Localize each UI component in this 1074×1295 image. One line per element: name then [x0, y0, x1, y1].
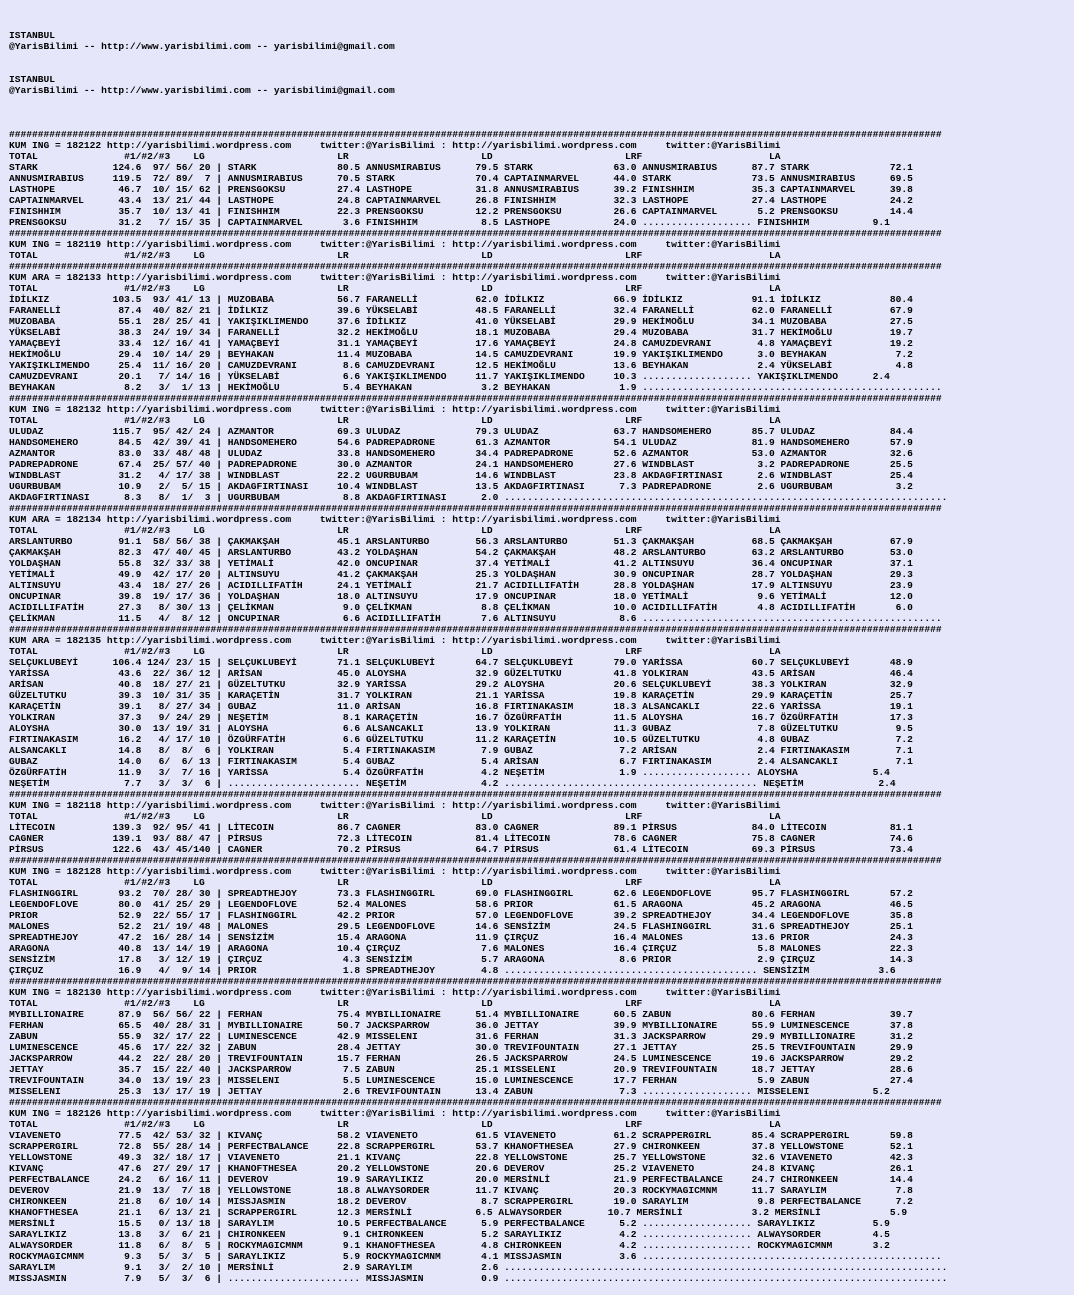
result-row: CAPTAINMARVEL 43.4 13/ 21/ 44 | LASTHOPE 24.8 CAPTAINMARVEL 26.8 FINISHHIM 32.3 LASTHOPE 27.4 LASTHOPE 24.2 — [9, 195, 913, 206]
result-row: YETİMALİ 49.9 42/ 17/ 20 | ALTINSUYU 41.2 ÇAKMAKŞAH 25.3 YOLDAŞHAN 30.9 ONCUPINAR 28.7 YOLDAŞHAN 29.3 — [9, 569, 913, 580]
result-row: MISSELENI 25.3 13/ 17/ 19 | JETTAY 2.6 TREVIFOUNTAIN 13.4 ZABUN 7.3 ................... MISSELENI 5.2 — [9, 1086, 890, 1097]
result-row: SPREADTHEJOY 47.2 16/ 28/ 14 | SENSİZİM 15.4 ARAGONA 11.9 ÇIRÇUZ 16.4 MALONES 13.6 PRIOR 24.3 — [9, 932, 913, 943]
result-row: HANDSOMEHERO 84.5 42/ 39/ 41 | HANDSOMEHERO 54.6 PADREPADRONE 61.3 AZMANTOR 54.1 ULUDAZ 81.9 HANDSOMEHERO 57.9 — [9, 437, 913, 448]
result-row: PİRSUS 122.6 43/ 45/140 | CAGNER 70.2 PİRSUS 64.7 PİRSUS 61.4 LİTECOIN 69.3 PİRSUS 73.4 — [9, 844, 913, 855]
race-title-line: KUM ING = 182126 http://yarisbilimi.wordpress.com twitter:@YarisBilimi : http://yarisbilimi.wordpress.com twitter:@YarisBilimi — [9, 1108, 781, 1119]
race-block — [9, 272, 1074, 393]
result-row: FIRTINAKASIM 16.2 4/ 17/ 10 | ÖZGÜRFATİH 6.6 GÜZELTUTKU 11.2 KARAÇETİN 10.5 GÜZELTUTKU 4.8 GUBAZ 7.2 — [9, 734, 913, 745]
column-header-line: TOTAL #1/#2/#3 LG LR LD LRF LA — [9, 1119, 781, 1130]
result-row: GUBAZ 14.0 6/ 6/ 13 | FIRTINAKASIM 5.4 GUBAZ 5.4 ARİSAN 6.7 FIRTINAKASIM 2.4 ALSANCAKLI 7.1 — [9, 756, 913, 767]
separator-line: ################################################################################################################################################################## — [9, 1097, 942, 1108]
race-block — [9, 866, 1074, 976]
result-row: MUZOBABA 55.1 28/ 25/ 41 | YAKIŞIKLIMENDO 37.6 İDİLKIZ 41.0 YÜKSELABİ 29.9 HEKİMOĞLU 34.1 MUZOBABA 27.5 — [9, 316, 913, 327]
result-row: DEVEROV 21.9 13/ 7/ 18 | YELLOWSTONE 18.8 ALWAYSORDER 11.7 KIVANÇ 20.3 ROCKYMAGICMNM 11.7 SARAYLIM 7.8 — [9, 1185, 913, 1196]
result-row: MALONES 52.2 21/ 19/ 48 | MALONES 29.5 LEGENDOFLOVE 14.6 SENSİZİM 24.5 FLASHINGGIRL 31.6 SPREADTHEJOY 25.1 — [9, 921, 913, 932]
result-row: YARİSSA 43.6 22/ 36/ 12 | ARİSAN 45.0 ALOYSHA 32.9 GÜZELTUTKU 41.8 YOLKIRAN 43.5 ARİSAN 46.4 — [9, 668, 913, 679]
header-line: ISTANBUL — [9, 30, 56, 41]
result-row: LEGENDOFLOVE 80.0 41/ 25/ 29 | LEGENDOFLOVE 52.4 MALONES 58.6 PRIOR 61.5 ARAGONA 45.2 ARAGONA 46.5 — [9, 899, 913, 910]
column-header-line: TOTAL #1/#2/#3 LG LR LD LRF LA — [9, 646, 781, 657]
race-block — [9, 404, 1074, 503]
race-title-line: KUM ING = 182132 http://yarisbilimi.wordpress.com twitter:@YarisBilimi : http://yarisbilimi.wordpress.com twitter:@YarisBilimi — [9, 404, 781, 415]
result-row: YELLOWSTONE 49.3 32/ 18/ 17 | VIAVENETO 21.1 KIVANÇ 22.8 YELLOWSTONE 25.7 YELLOWSTONE 32.6 VIAVENETO 42.3 — [9, 1152, 913, 1163]
header-line: @YarisBilimi -- http://www.yarisbilimi.com -- yarisbilimi@gmail.com — [9, 85, 395, 96]
result-row: KIVANÇ 47.6 27/ 29/ 17 | KHANOFTHESEA 20.2 YELLOWSTONE 20.6 DEVEROV 25.2 VIAVENETO 24.8 KIVANÇ 26.1 — [9, 1163, 913, 1174]
race-block — [9, 800, 1074, 855]
result-row: ONCUPINAR 39.8 19/ 17/ 36 | YOLDAŞHAN 18.0 ALTINSUYU 17.9 ONCUPINAR 18.0 YETİMALİ 9.6 YETİMALİ 12.0 — [9, 591, 913, 602]
separator-line: ################################################################################################################################################################## — [9, 789, 942, 800]
result-row: ROCKYMAGICMNM 9.3 5/ 3/ 5 | SARAYLIKIZ 5.9 ROCKYMAGICMNM 4.1 MISSJASMIN 3.6 .................................................... — [9, 1251, 942, 1262]
result-row: CAMUZDEVRANI 20.1 7/ 14/ 16 | YÜKSELABİ 6.6 YAKIŞIKLIMENDO 11.7 YAKIŞIKLIMENDO 10.3 ................... YAKIŞIKLIMENDO 2.4 — [9, 371, 890, 382]
column-header-line: TOTAL #1/#2/#3 LG LR LD LRF LA — [9, 811, 781, 822]
column-header-line: TOTAL #1/#2/#3 LG LR LD LRF LA — [9, 151, 781, 162]
separator-line: ################################################################################################################################################################## — [9, 855, 942, 866]
result-row: CAGNER 139.1 93/ 88/ 47 | PİRSUS 72.3 LİTECOIN 81.4 LİTECOIN 78.6 CAGNER 75.8 CAGNER 74.6 — [9, 833, 913, 844]
race-title-line: KUM ARA = 182133 http://yarisbilimi.wordpress.com twitter:@YarisBilimi : http://yarisbilimi.wordpress.com twitter:@YarisBilimi — [9, 272, 781, 283]
separator-line: ################################################################################################################################################################## — [9, 503, 942, 514]
result-row: FINISHHIM 35.7 10/ 13/ 41 | FINISHHIM 22.3 PRENSGOKSU 12.2 PRENSGOKSU 26.6 CAPTAINMARVEL 5.2 PRENSGOKSU 14.4 — [9, 206, 913, 217]
result-row: ACIDILLIFATİH 27.3 8/ 30/ 13 | ÇELİKMAN 9.0 ÇELİKMAN 8.8 ÇELİKMAN 10.0 ACIDILLIFATİH 4.8 ACIDILLIFATİH 6.0 — [9, 602, 913, 613]
result-row: YAKIŞIKLIMENDO 25.4 11/ 16/ 20 | CAMUZDEVRANI 8.6 CAMUZDEVRANI 12.5 HEKİMOĞLU 13.6 BEYHAKAN 2.4 YÜKSELABİ 4.8 — [9, 360, 913, 371]
result-row: AKDAGFIRTINASI 8.3 8/ 1/ 3 | UGURBUBAM 8.8 AKDAGFIRTINASI 2.0 ............................................................................. — [9, 492, 948, 503]
race-block — [9, 239, 1074, 261]
race-block — [9, 635, 1074, 789]
race-blocks — [9, 129, 1074, 1284]
separator-line: ################################################################################################################################################################## — [9, 976, 942, 987]
race-title-line: KUM ING = 182128 http://yarisbilimi.wordpress.com twitter:@YarisBilimi : http://yarisbilimi.wordpress.com twitter:@YarisBilimi — [9, 866, 781, 877]
result-row: YOLDAŞHAN 55.8 32/ 33/ 38 | YETİMALİ 42.0 ONCUPINAR 37.4 YETİMALİ 41.2 ALTINSUYU 36.4 ONCUPINAR 37.1 — [9, 558, 913, 569]
race-title-line: KUM ING = 182130 http://yarisbilimi.wordpress.com twitter:@YarisBilimi : http://yarisbilimi.wordpress.com twitter:@YarisBilimi — [9, 987, 781, 998]
result-row: HEKİMOĞLU 29.4 10/ 14/ 29 | BEYHAKAN 11.4 MUZOBABA 14.5 CAMUZDEVRANI 19.9 YAKIŞIKLIMENDO 3.0 BEYHAKAN 7.2 — [9, 349, 913, 360]
race-title-line: KUM ARA = 182135 http://yarisbilimi.wordpress.com twitter:@YarisBilimi : http://yarisbilimi.wordpress.com twitter:@YarisBilimi — [9, 635, 781, 646]
separator-line: ################################################################################################################################################################## — [9, 228, 942, 239]
result-row: AZMANTOR 83.0 33/ 48/ 48 | ULUDAZ 33.8 HANDSOMEHERO 34.4 PADREPADRONE 52.6 AZMANTOR 53.0 AZMANTOR 32.6 — [9, 448, 913, 459]
result-row: ÇAKMAKŞAH 82.3 47/ 40/ 45 | ARSLANTURBO 43.2 YOLDAŞHAN 54.2 ÇAKMAKŞAH 48.2 ARSLANTURBO 63.2 ARSLANTURBO 53.0 — [9, 547, 913, 558]
result-row: SELÇUKLUBEYİ 106.4 124/ 23/ 15 | SELÇUKLUBEYİ 71.1 SELÇUKLUBEYİ 64.7 SELÇUKLUBEYİ 79.0 YARİSSA 60.7 SELÇUKLUBEYİ 48.9 — [9, 657, 913, 668]
result-row: LASTHOPE 46.7 10/ 15/ 62 | PRENSGOKSU 27.4 LASTHOPE 31.8 ANNUSMIRABIUS 39.2 FINISHHIM 35.3 CAPTAINMARVEL 39.8 — [9, 184, 913, 195]
result-row: YAMAÇBEYİ 33.4 12/ 16/ 41 | YAMAÇBEYİ 31.1 YAMAÇBEYİ 17.6 YAMAÇBEYİ 24.8 CAMUZDEVRANI 4.8 YAMAÇBEYİ 19.2 — [9, 338, 913, 349]
result-row: LİTECOIN 139.3 92/ 95/ 41 | LİTECOIN 86.7 CAGNER 83.0 CAGNER 89.1 PİRSUS 84.0 LİTECOIN 81.1 — [9, 822, 913, 833]
result-row: PADREPADRONE 67.4 25/ 57/ 40 | PADREPADRONE 30.0 AZMANTOR 24.1 HANDSOMEHERO 27.6 WINDBLAST 3.2 PADREPADRONE 25.5 — [9, 459, 913, 470]
result-row: ALSANCAKLI 14.8 8/ 8/ 6 | YOLKIRAN 5.4 FIRTINAKASIM 7.9 GUBAZ 7.2 ARİSAN 2.4 FIRTINAKASIM 7.1 — [9, 745, 913, 756]
result-row: YÜKSELABİ 38.3 24/ 19/ 34 | FARANELLİ 32.2 HEKİMOĞLU 18.1 MUZOBABA 29.4 MUZOBABA 31.7 HEKİMOĞLU 19.7 — [9, 327, 913, 338]
race-title-line: KUM ING = 182119 http://yarisbilimi.wordpress.com twitter:@YarisBilimi : http://yarisbilimi.wordpress.com twitter:@YarisBilimi — [9, 239, 781, 250]
result-row: PRIOR 52.9 22/ 55/ 17 | FLASHINGGIRL 42.2 PRIOR 57.0 LEGENDOFLOVE 39.2 SPREADTHEJOY 34.4 LEGENDOFLOVE 35.8 — [9, 910, 913, 921]
header-line: @YarisBilimi -- http://www.yarisbilimi.com -- yarisbilimi@gmail.com — [9, 41, 395, 52]
header-line — [9, 96, 1074, 107]
result-row: NEŞETİM 7.7 3/ 3/ 6 | ....................... NEŞETİM 4.2 ............................................ NEŞETİM 2.4 — [9, 778, 896, 789]
result-row: FERHAN 65.5 40/ 28/ 31 | MYBILLIONAIRE 50.7 JACKSPARROW 36.0 JETTAY 39.9 MYBILLIONAIRE 55.9 LUMINESCENCE 37.8 — [9, 1020, 913, 1031]
separator-line: ################################################################################################################################################################## — [9, 129, 942, 140]
result-row: SARAYLIKIZ 13.8 3/ 6/ 21 | CHIRONKEEN 9.1 CHIRONKEEN 5.2 SARAYLIKIZ 4.2 ................... ALWAYSORDER 4.5 — [9, 1229, 890, 1240]
result-row: FLASHINGGIRL 93.2 70/ 28/ 30 | SPREADTHEJOY 73.3 FLASHINGGIRL 69.0 FLASHINGGIRL 62.6 LEGENDOFLOVE 95.7 FLASHINGGIRL 57.2 — [9, 888, 913, 899]
result-row: MERSİNLİ 15.5 0/ 13/ 18 | SARAYLIM 10.5 PERFECTBALANCE 5.9 PERFECTBALANCE 5.2 ................... SARAYLIKIZ 5.9 — [9, 1218, 890, 1229]
column-header-line: TOTAL #1/#2/#3 LG LR LD LRF LA — [9, 998, 781, 1009]
result-row: BEYHAKAN 8.2 3/ 1/ 13 | HEKİMOĞLU 5.4 BEYHAKAN 3.2 BEYHAKAN 1.9 .................................................... — [9, 382, 942, 393]
result-row: MYBILLIONAIRE 87.9 56/ 56/ 22 | FERHAN 75.4 MYBILLIONAIRE 51.4 MYBILLIONAIRE 60.5 ZABUN 80.6 FERHAN 39.7 — [9, 1009, 913, 1020]
column-header-line: TOTAL #1/#2/#3 LG LR LD LRF LA — [9, 525, 781, 536]
result-row: ARİSAN 40.8 18/ 27/ 21 | GÜZELTUTKU 32.9 YARİSSA 29.2 ALOYSHA 20.6 SELÇUKLUBEYİ 38.3 YOLKIRAN 32.9 — [9, 679, 913, 690]
result-row: ZABUN 55.9 32/ 17/ 22 | LUMINESCENCE 42.9 MISSELENI 31.6 FERHAN 31.3 JACKSPARROW 29.9 MYBILLIONAIRE 31.2 — [9, 1031, 913, 1042]
result-row: ALOYSHA 30.0 13/ 19/ 31 | ALOYSHA 6.6 ALSANCAKLI 13.9 YOLKIRAN 11.3 GUBAZ 7.8 GÜZELTUTKU 9.5 — [9, 723, 913, 734]
result-row: CHIRONKEEN 21.8 6/ 10/ 14 | MISSJASMIN 18.2 DEVEROV 8.7 SCRAPPERGIRL 19.0 SARAYLIM 9.8 PERFECTBALANCE 7.2 — [9, 1196, 913, 1207]
race-title-line: KUM ING = 182118 http://yarisbilimi.wordpress.com twitter:@YarisBilimi : http://yarisbilimi.wordpress.com twitter:@YarisBilimi — [9, 800, 781, 811]
result-row: ARSLANTURBO 91.1 58/ 56/ 38 | ÇAKMAKŞAH 45.1 ARSLANTURBO 56.3 ARSLANTURBO 51.3 ÇAKMAKŞAH 68.5 ÇAKMAKŞAH 67.9 — [9, 536, 913, 547]
result-row: LUMINESCENCE 45.6 17/ 22/ 32 | ZABUN 28.4 JETTAY 30.0 TREVIFOUNTAIN 27.1 JETTAY 25.5 TREVIFOUNTAIN 29.9 — [9, 1042, 913, 1053]
result-row: YOLKIRAN 37.3 9/ 24/ 29 | NEŞETİM 8.1 KARAÇETİN 16.7 ÖZGÜRFATİH 11.5 ALOYSHA 16.7 ÖZGÜRFATİH 17.3 — [9, 712, 913, 723]
result-row: GÜZELTUTKU 39.3 10/ 31/ 35 | KARAÇETİN 31.7 YOLKIRAN 21.1 YARİSSA 19.8 KARAÇETİN 29.9 KARAÇETİN 25.7 — [9, 690, 913, 701]
result-row: ALTINSUYU 43.4 18/ 27/ 26 | ACIDILLIFATİH 24.1 YETİMALİ 21.7 ACIDILLIFATİH 28.8 YOLDAŞHAN 17.9 ALTINSUYU 23.9 — [9, 580, 913, 591]
result-row: FARANELLİ 87.4 40/ 82/ 21 | İDİLKIZ 39.6 YÜKSELABİ 48.5 FARANELLİ 32.4 FARANELLİ 62.0 FARANELLİ 67.9 — [9, 305, 913, 316]
header-line — [9, 52, 1074, 63]
result-row: ÖZGÜRFATİH 11.9 3/ 7/ 16 | YARİSSA 5.4 ÖZGÜRFATİH 4.2 NEŞETİM 1.9 ................... ALOYSHA 5.4 — [9, 767, 890, 778]
header-line — [9, 63, 1074, 74]
document-header — [9, 30, 1074, 107]
result-row: ÇIRÇUZ 16.9 4/ 9/ 14 | PRIOR 1.8 SPREADTHEJOY 4.8 ............................................ SENSİZİM 3.6 — [9, 965, 896, 976]
race-title-line: KUM ING = 182122 http://yarisbilimi.wordpress.com twitter:@YarisBilimi : http://yarisbilimi.wordpress.com twitter:@YarisBilimi — [9, 140, 781, 151]
result-row: JETTAY 35.7 15/ 22/ 40 | JACKSPARROW 7.5 ZABUN 25.1 MISSELENI 20.9 TREVIFOUNTAIN 18.7 JETTAY 28.6 — [9, 1064, 913, 1075]
race-block — [9, 514, 1074, 624]
result-row: TREVIFOUNTAIN 34.0 13/ 19/ 23 | MISSELENI 5.5 LUMINESCENCE 15.0 LUMINESCENCE 17.7 FERHAN 5.9 ZABUN 27.4 — [9, 1075, 913, 1086]
race-block — [9, 140, 1074, 228]
separator-line: ################################################################################################################################################################## — [9, 624, 942, 635]
column-header-line: TOTAL #1/#2/#3 LG LR LD LRF LA — [9, 250, 781, 261]
column-header-line: TOTAL #1/#2/#3 LG LR LD LRF LA — [9, 877, 781, 888]
result-row: SENSİZİM 17.8 3/ 12/ 19 | ÇIRÇUZ 4.3 SENSİZİM 5.7 ARAGONA 8.6 PRIOR 2.9 ÇIRÇUZ 14.3 — [9, 954, 913, 965]
result-row: SARAYLIM 9.1 3/ 2/ 10 | MERSİNLİ 2.9 SARAYLIM 2.6 ............................................................................. — [9, 1262, 948, 1273]
result-row: ALWAYSORDER 11.8 6/ 8/ 5 | ROCKYMAGICMNM 9.1 KHANOFTHESEA 4.8 CHIRONKEEN 4.2 ................... ROCKYMAGICMNM 3.2 — [9, 1240, 890, 1251]
result-row: STARK 124.6 97/ 56/ 20 | STARK 80.5 ANNUSMIRABIUS 79.5 STARK 63.0 ANNUSMIRABIUS 87.7 STARK 72.1 — [9, 162, 913, 173]
result-row: KHANOFTHESEA 21.1 6/ 13/ 21 | SCRAPPERGIRL 12.3 MERSİNLİ 6.5 ALWAYSORDER 10.7 MERSİNLİ 3.2 MERSİNLİ 5.9 — [9, 1207, 908, 1218]
result-row: UGURBUBAM 10.9 2/ 5/ 15 | AKDAGFIRTINASI 10.4 WINDBLAST 13.5 AKDAGFIRTINASI 7.3 PADREPADRONE 2.6 UGURBUBAM 3.2 — [9, 481, 913, 492]
separator-line: ################################################################################################################################################################## — [9, 261, 942, 272]
result-row: SCRAPPERGIRL 72.8 55/ 28/ 14 | PERFECTBALANCE 22.8 SCRAPPERGIRL 53.7 KHANOFTHESEA 27.9 CHIRONKEEN 37.8 YELLOWSTONE 52.1 — [9, 1141, 913, 1152]
column-header-line: TOTAL #1/#2/#3 LG LR LD LRF LA — [9, 415, 781, 426]
result-row: ANNUSMIRABIUS 119.5 72/ 89/ 7 | ANNUSMIRABIUS 70.5 STARK 70.4 CAPTAINMARVEL 44.0 STARK 73.5 ANNUSMIRABIUS 69.5 — [9, 173, 913, 184]
result-row: WINDBLAST 31.2 4/ 17/ 38 | WINDBLAST 22.2 UGURBUBAM 14.6 WINDBLAST 23.8 AKDAGFIRTINASI 2.6 WINDBLAST 25.4 — [9, 470, 913, 481]
header-line: ISTANBUL — [9, 74, 56, 85]
result-row: ÇELİKMAN 11.5 4/ 8/ 12 | ONCUPINAR 6.6 ACIDILLIFATİH 7.6 ALTINSUYU 8.6 .................................................... — [9, 613, 942, 624]
result-row: İDİLKIZ 103.5 93/ 41/ 13 | MUZOBABA 56.7 FARANELLİ 62.0 İDİLKIZ 66.9 İDİLKIZ 91.1 İDİLKIZ 80.4 — [9, 294, 913, 305]
result-row: VIAVENETO 77.5 42/ 53/ 32 | KIVANÇ 58.2 VIAVENETO 61.5 VIAVENETO 61.2 SCRAPPERGIRL 85.4 SCRAPPERGIRL 59.8 — [9, 1130, 913, 1141]
result-row: PERFECTBALANCE 24.2 6/ 16/ 11 | DEVEROV 19.9 SARAYLIKIZ 20.0 MERSİNLİ 21.9 PERFECTBALANCE 24.7 CHIRONKEEN 14.4 — [9, 1174, 913, 1185]
race-title-line: KUM ARA = 182134 http://yarisbilimi.wordpress.com twitter:@YarisBilimi : http://yarisbilimi.wordpress.com twitter:@YarisBilimi — [9, 514, 781, 525]
result-row: JACKSPARROW 44.2 22/ 28/ 20 | TREVIFOUNTAIN 15.7 FERHAN 26.5 JACKSPARROW 24.5 LUMINESCENCE 19.6 JACKSPARROW 29.2 — [9, 1053, 913, 1064]
result-row: ARAGONA 40.8 13/ 14/ 19 | ARAGONA 10.4 ÇIRÇUZ 7.6 MALONES 16.4 ÇIRÇUZ 5.8 MALONES 22.3 — [9, 943, 913, 954]
separator-line: ################################################################################################################################################################## — [9, 393, 942, 404]
result-row: ULUDAZ 115.7 95/ 42/ 24 | AZMANTOR 69.3 ULUDAZ 79.3 ULUDAZ 63.7 HANDSOMEHERO 85.7 ULUDAZ 84.4 — [9, 426, 913, 437]
result-row: MISSJASMIN 7.9 5/ 3/ 6 | ....................... MISSJASMIN 0.9 ............................................................................. — [9, 1273, 948, 1284]
result-row: PRENSGOKSU 31.2 7/ 15/ 35 | CAPTAINMARVEL 3.6 FINISHHIM 8.5 LASTHOPE 24.0 ................... FINISHHIM 9.1 — [9, 217, 890, 228]
column-header-line: TOTAL #1/#2/#3 LG LR LD LRF LA — [9, 283, 781, 294]
race-block — [9, 1108, 1074, 1284]
result-row: KARAÇETİN 39.1 8/ 27/ 34 | GUBAZ 11.0 ARİSAN 16.8 FIRTINAKASIM 18.3 ALSANCAKLI 22.6 YARİSSA 19.1 — [9, 701, 913, 712]
race-block — [9, 987, 1074, 1097]
